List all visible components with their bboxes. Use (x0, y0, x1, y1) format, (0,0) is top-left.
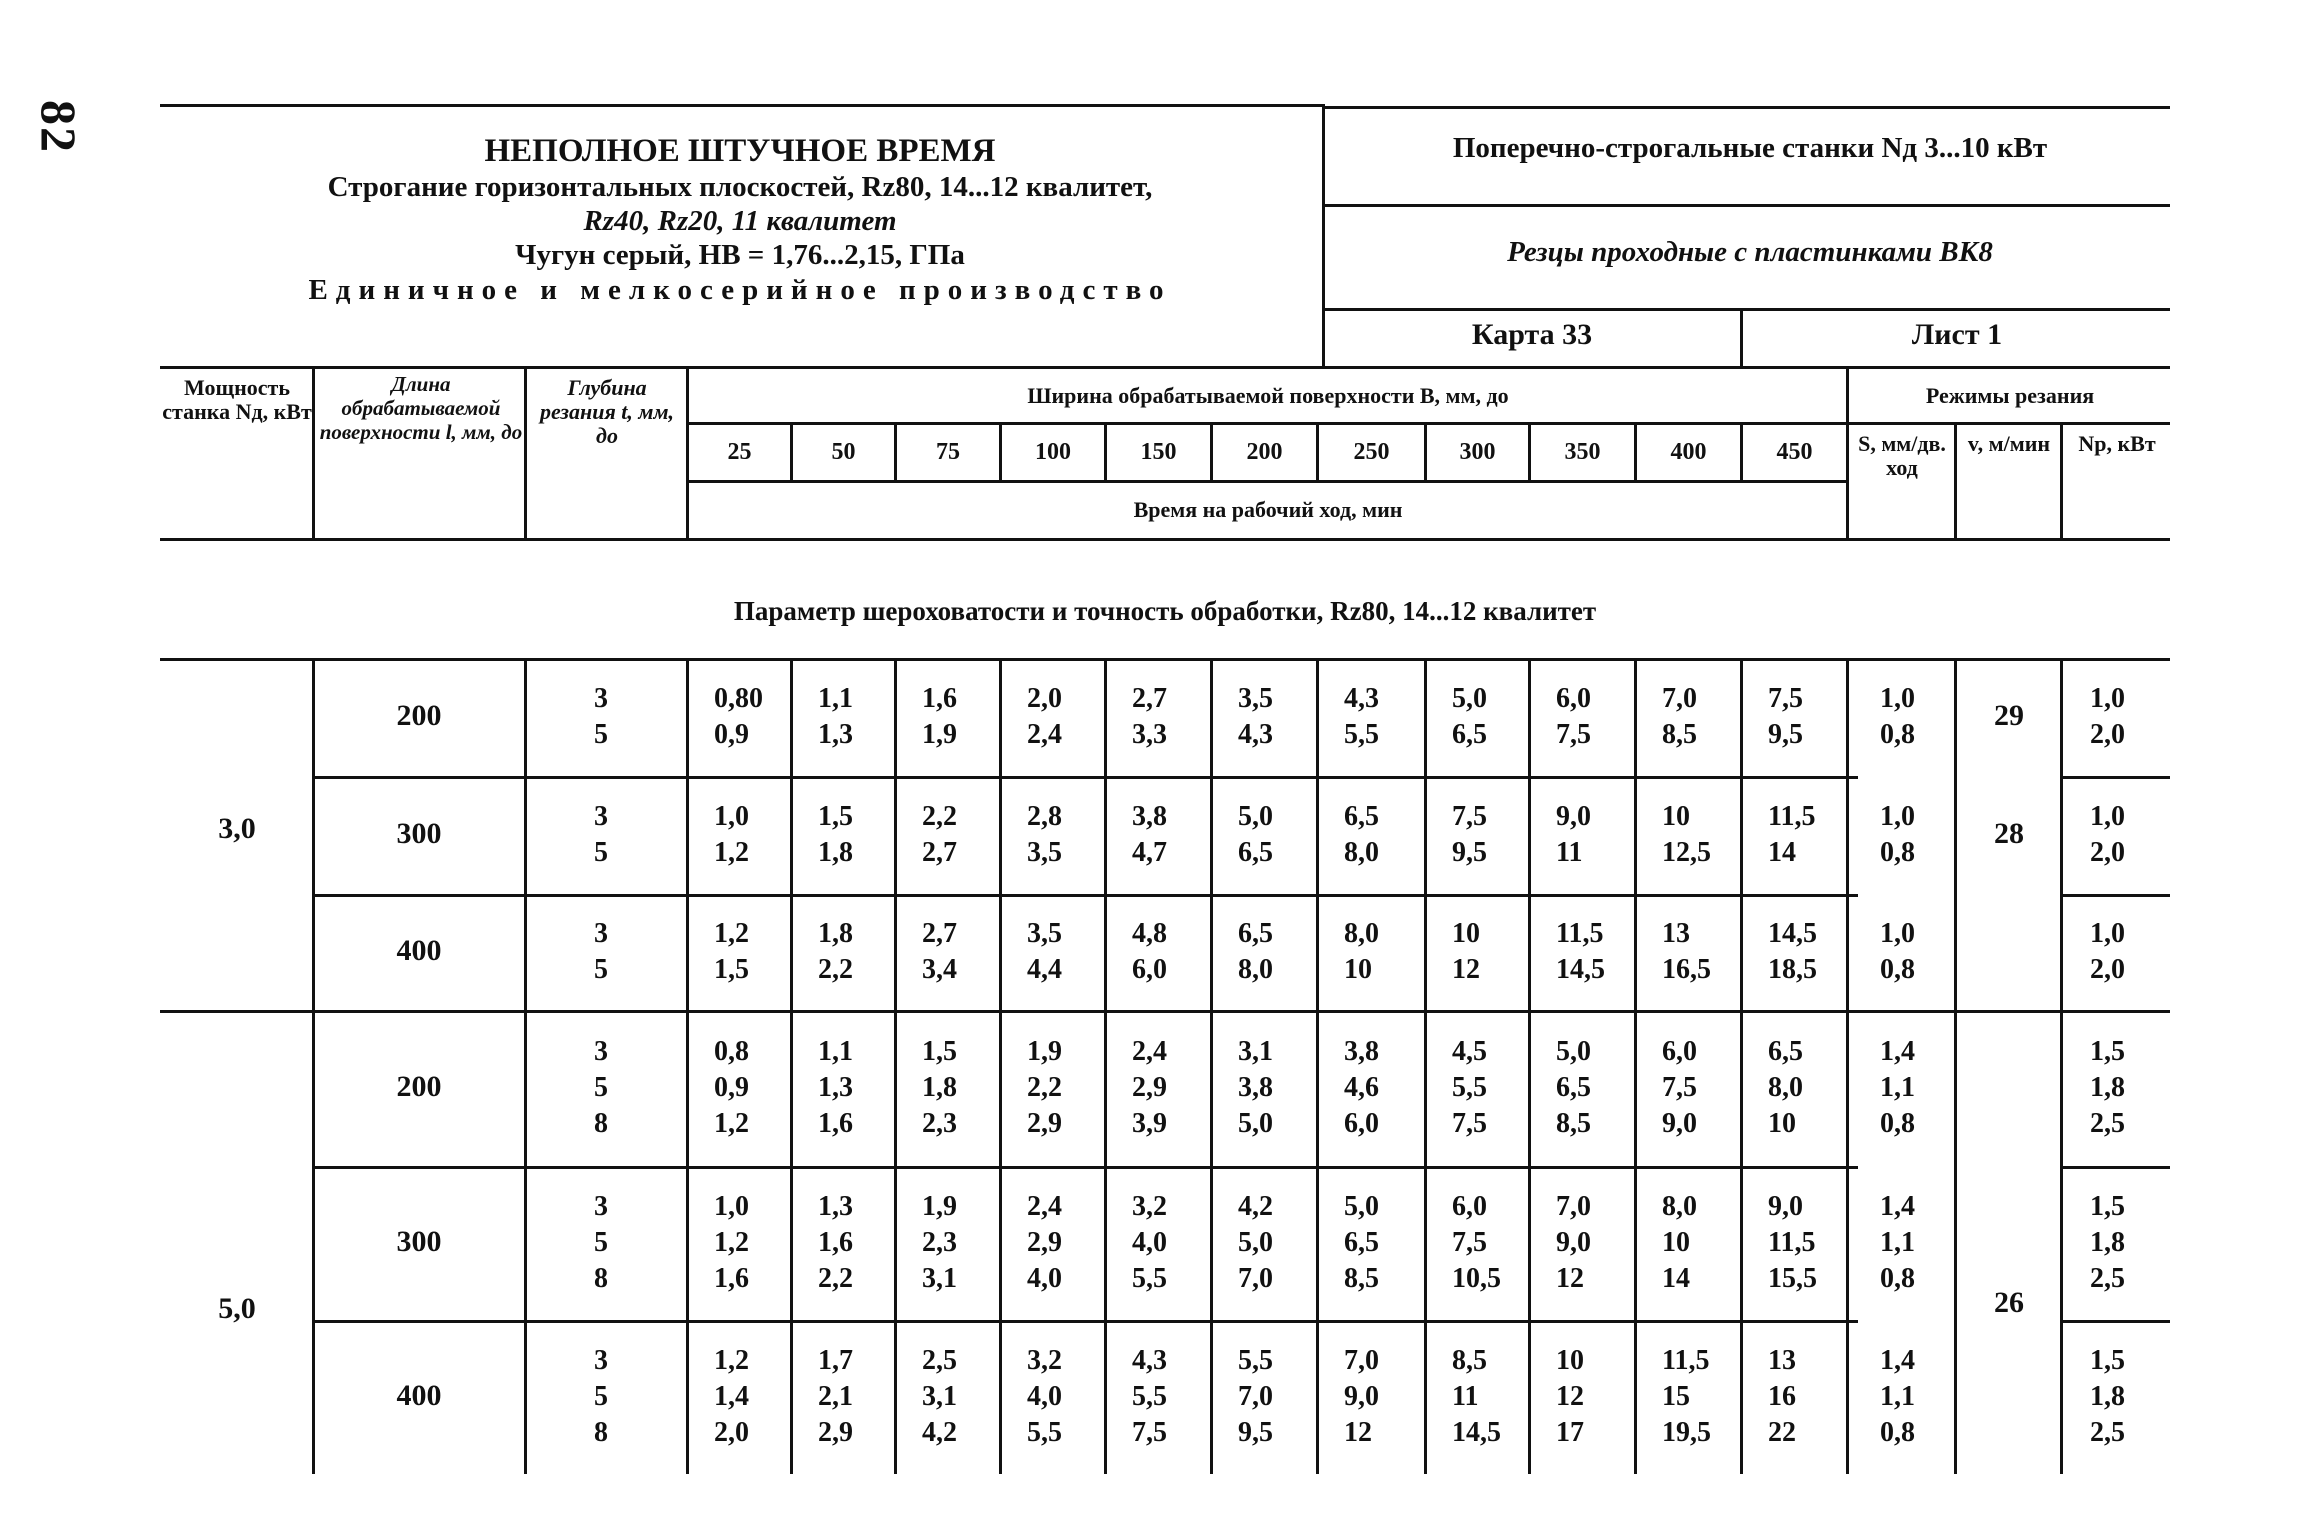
length-value: 400 (396, 1379, 442, 1412)
header-width-75: 75 (936, 439, 960, 465)
time-cell: 2,4 2,9 3,9 (1132, 1036, 1167, 1139)
title-line5: Единичное и мелкосерийное производство (308, 274, 1172, 306)
header-v-label: v, м/мин (1967, 431, 2051, 456)
row-rule (312, 776, 1858, 779)
time-cell: 7,5 9,5 (1768, 683, 1803, 750)
time-cell: 6,0 7,5 (1556, 683, 1591, 750)
sheet-label: Лист 1 (1911, 318, 2003, 351)
power-value: 5,0 (218, 1292, 256, 1325)
page-number: 82 (31, 100, 87, 154)
time-cell: 1,2 1,4 2,0 (714, 1345, 749, 1448)
time-cell: 6,5 8,0 (1238, 918, 1273, 985)
column-rule (1424, 658, 1427, 1474)
s-cell: 1,0 0,8 (1880, 918, 1915, 985)
depth-values: 3 5 8 (594, 1345, 608, 1448)
time-cell: 10 12,5 (1662, 801, 1711, 868)
column-rule (1954, 658, 1957, 1474)
time-cell: 2,4 2,9 4,0 (1027, 1191, 1062, 1294)
time-cell: 6,5 8,0 10 (1768, 1036, 1803, 1139)
time-cell: 1,9 2,2 2,9 (1027, 1036, 1062, 1139)
time-cell: 3,1 3,8 5,0 (1238, 1036, 1273, 1139)
depth-values: 3 5 8 (594, 1191, 608, 1294)
time-cell: 5,5 7,0 9,5 (1238, 1345, 1273, 1448)
time-cell: 0,80 0,9 (714, 683, 763, 750)
s-cell: 1,4 1,1 0,8 (1880, 1036, 1915, 1139)
header-width-250: 250 (1353, 439, 1390, 465)
time-cell: 2,0 2,4 (1027, 683, 1062, 750)
time-cell: 8,5 11 14,5 (1452, 1345, 1501, 1448)
time-cell: 4,3 5,5 7,5 (1132, 1345, 1167, 1448)
time-cell: 6,5 8,0 (1344, 801, 1379, 868)
time-cell: 9,0 11,5 15,5 (1768, 1191, 1817, 1294)
depth-values: 3 5 (594, 918, 608, 985)
time-cell: 2,7 3,3 (1132, 683, 1167, 750)
np-cell: 1,0 2,0 (2090, 801, 2125, 868)
depth-values: 3 5 (594, 801, 608, 868)
time-cell: 3,5 4,4 (1027, 918, 1062, 985)
time-cell: 2,7 3,4 (922, 918, 957, 985)
time-cell: 10 12 (1452, 918, 1480, 985)
column-rule (1954, 422, 1957, 538)
np-row-rule (2060, 776, 2170, 779)
time-cell: 1,7 2,1 2,9 (818, 1345, 853, 1448)
column-rule (312, 366, 315, 538)
time-cell: 3,8 4,6 6,0 (1344, 1036, 1379, 1139)
time-cell: 6,0 7,5 10,5 (1452, 1191, 1501, 1294)
time-cell: 1,8 2,2 (818, 918, 853, 985)
header-depth: Глубина резания t, мм, до (539, 375, 675, 448)
time-cell: 14,5 18,5 (1768, 918, 1817, 985)
time-cell: 6,0 7,5 9,0 (1662, 1036, 1697, 1139)
s-cell: 1,4 1,1 0,8 (1880, 1191, 1915, 1294)
row-rule (312, 894, 1858, 897)
time-cell: 2,5 3,1 4,2 (922, 1345, 957, 1448)
time-cell: 4,2 5,0 7,0 (1238, 1191, 1273, 1294)
time-cell: 1,1 1,3 (818, 683, 853, 750)
column-rule (312, 658, 315, 1474)
s-cell: 1,4 1,1 0,8 (1880, 1345, 1915, 1448)
time-cell: 9,0 11 (1556, 801, 1591, 868)
time-cell: 7,0 8,5 (1662, 683, 1697, 750)
v-cell: 26 (1994, 1286, 2024, 1319)
depth-values: 3 5 8 (594, 1036, 608, 1139)
time-cell: 1,0 1,2 (714, 801, 749, 868)
time-cell: 1,5 1,8 2,3 (922, 1036, 957, 1139)
title-line3: Rz40, Rz20, 11 квалитет (583, 205, 897, 237)
header-s-label: S, мм/дв. ход (1858, 431, 1946, 480)
header-width-50: 50 (831, 439, 856, 465)
length-value: 200 (396, 699, 442, 732)
column-rule (1528, 658, 1531, 1474)
time-cell: 1,3 1,6 2,2 (818, 1191, 853, 1294)
s-cell: 1,0 0,8 (1880, 801, 1915, 868)
column-rule (524, 366, 527, 538)
machines-label: Поперечно-строгальные станки Nд 3...10 кВт (1452, 132, 2048, 164)
title-line4: Чугун серый, НВ = 1,76...2,15, ГПа (515, 239, 965, 271)
time-cell: 4,5 5,5 7,5 (1452, 1036, 1487, 1139)
column-rule (894, 658, 897, 1474)
header-mid-rule (686, 480, 1846, 483)
column-rule (1104, 658, 1107, 1474)
time-cell: 11,5 15 19,5 (1662, 1345, 1711, 1448)
header-top-rule (160, 366, 2170, 369)
time-cell: 5,0 6,5 (1452, 683, 1487, 750)
group-divider (160, 1010, 2170, 1013)
top-rule-right (1324, 106, 2170, 109)
time-cell: 8,0 10 (1344, 918, 1379, 985)
v-cell: 28 (1994, 817, 2024, 850)
time-cell: 13 16 22 (1768, 1345, 1796, 1448)
column-rule (1316, 658, 1319, 1474)
column-rule (999, 658, 1002, 1474)
depth-values: 3 5 (594, 683, 608, 750)
card-label: Карта 33 (1471, 318, 1593, 351)
time-cell: 3,5 4,3 (1238, 683, 1273, 750)
column-rule (524, 658, 527, 1474)
time-cell: 13 16,5 (1662, 918, 1711, 985)
column-rule (1846, 658, 1849, 1474)
column-rule (2060, 422, 2063, 538)
column-rule (790, 658, 793, 1474)
time-cell: 3,2 4,0 5,5 (1132, 1191, 1167, 1294)
tools-label: Резцы проходные с пластинками ВК8 (1507, 236, 1993, 268)
v-cell: 29 (1994, 699, 2024, 732)
column-rule (1210, 658, 1213, 1474)
header-width-400: 400 (1670, 439, 1707, 465)
header-width-450: 450 (1776, 439, 1813, 465)
column-rule (2060, 658, 2063, 1474)
np-cell: 1,5 1,8 2,5 (2090, 1345, 2125, 1448)
header-length: Длина обрабатываемой поверхности l, мм, до (319, 372, 523, 444)
length-value: 200 (396, 1070, 442, 1103)
time-cell: 1,1 1,3 1,6 (818, 1036, 853, 1139)
header-np-label: Nр, кВт (2078, 431, 2156, 456)
time-cell: 3,8 4,7 (1132, 801, 1167, 868)
header-width-group: Ширина обрабатываемой поверхности В, мм, до (1027, 383, 1509, 408)
column-rule (1634, 658, 1637, 1474)
time-cell: 10 12 17 (1556, 1345, 1584, 1448)
np-row-rule (2060, 1166, 2170, 1169)
time-cell: 2,8 3,5 (1027, 801, 1062, 868)
header-width-350: 350 (1564, 439, 1601, 465)
time-cell: 7,0 9,0 12 (1556, 1191, 1591, 1294)
column-rule (1846, 366, 1849, 538)
time-cell: 2,2 2,7 (922, 801, 957, 868)
time-cell: 1,9 2,3 3,1 (922, 1191, 957, 1294)
time-cell: 11,5 14 (1768, 801, 1816, 868)
length-value: 300 (396, 817, 442, 850)
time-cell: 3,2 4,0 5,5 (1027, 1345, 1062, 1448)
body-top-rule (160, 658, 2170, 661)
power-value: 3,0 (218, 812, 256, 845)
time-cell: 4,3 5,5 (1344, 683, 1379, 750)
header-width-150: 150 (1140, 439, 1177, 465)
time-cell: 5,0 6,5 8,5 (1556, 1036, 1591, 1139)
time-cell: 0,8 0,9 1,2 (714, 1036, 749, 1139)
header-width-200: 200 (1246, 439, 1283, 465)
column-rule (1740, 658, 1743, 1474)
title-line2: Строгание горизонтальных плоскостей, Rz80, 14...12 квалитет, (327, 171, 1153, 203)
time-cell: 7,0 9,0 12 (1344, 1345, 1379, 1448)
header-sub-rule (686, 422, 2170, 425)
header-time-label: Время на рабочий ход, мин (1133, 497, 1403, 522)
np-row-rule (2060, 1320, 2170, 1323)
time-cell: 5,0 6,5 8,5 (1344, 1191, 1379, 1294)
title-line1: НЕПОЛНОЕ ШТУЧНОЕ ВРЕМЯ (484, 133, 996, 169)
header-bottom-rule (160, 538, 2170, 541)
np-cell: 1,5 1,8 2,5 (2090, 1036, 2125, 1139)
time-cell: 4,8 6,0 (1132, 918, 1167, 985)
np-cell: 1,5 1,8 2,5 (2090, 1191, 2125, 1294)
length-value: 400 (396, 934, 442, 967)
header-modes-group: Режимы резания (1925, 383, 2095, 408)
time-cell: 1,0 1,2 1,6 (714, 1191, 749, 1294)
title-block (160, 132, 1320, 308)
time-cell: 1,6 1,9 (922, 683, 957, 750)
time-cell: 1,2 1,5 (714, 918, 749, 985)
row-rule (312, 1166, 1858, 1169)
time-cell: 7,5 9,5 (1452, 801, 1487, 868)
length-value: 300 (396, 1225, 442, 1258)
top-rule (160, 104, 1324, 107)
section-title: Параметр шероховатости и точность обработки, Rz80, 14...12 квалитет (733, 596, 1597, 626)
column-rule (686, 658, 689, 1474)
np-row-rule (2060, 894, 2170, 897)
header-power: Мощность станка Nд, кВт (162, 375, 312, 424)
s-cell: 1,0 0,8 (1880, 683, 1915, 750)
header-width-25: 25 (727, 439, 752, 465)
row-rule (312, 1320, 1858, 1323)
np-cell: 1,0 2,0 (2090, 683, 2125, 750)
time-cell: 5,0 6,5 (1238, 801, 1273, 868)
time-cell: 8,0 10 14 (1662, 1191, 1697, 1294)
time-cell: 11,5 14,5 (1556, 918, 1605, 985)
time-cell: 1,5 1,8 (818, 801, 853, 868)
np-cell: 1,0 2,0 (2090, 918, 2125, 985)
header-width-100: 100 (1035, 439, 1071, 465)
header-width-300: 300 (1459, 439, 1496, 465)
